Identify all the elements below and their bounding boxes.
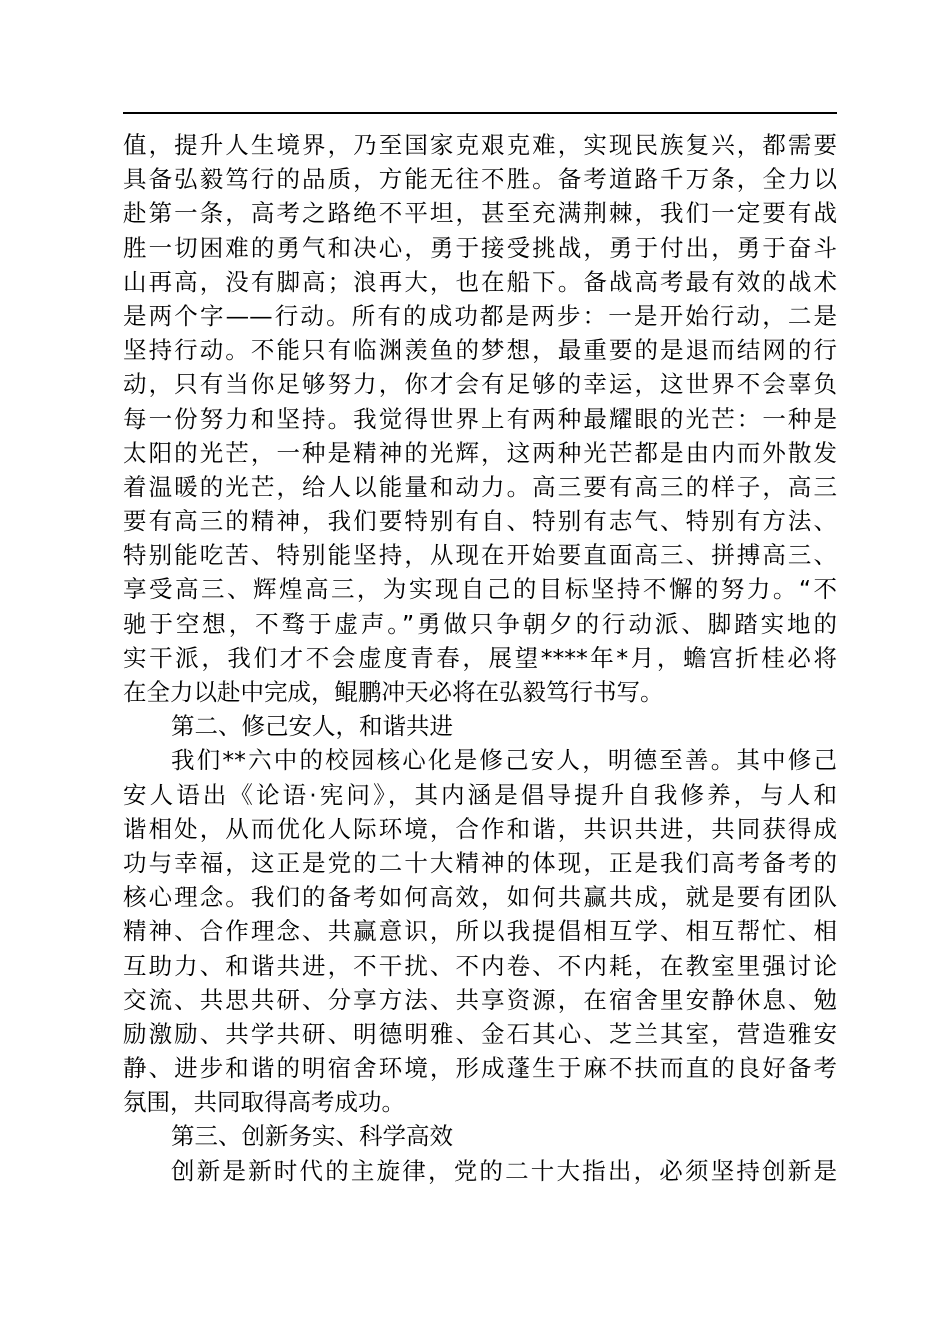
text-line: 第三、创新务实、科学高效: [171, 1122, 453, 1151]
text-line: 着温暖的光芒，给人以能量和动力。高三要有高三的样子，高三: [123, 472, 837, 501]
text-line: 第二、修己安人，和谐共进: [171, 712, 453, 741]
text-line: 坚持行动。不能只有临渊羡鱼的梦想，最重要的是退而结网的行: [123, 336, 837, 365]
text-line: 享受高三、辉煌高三，为实现自己的目标坚持不懈的努力。“不: [123, 575, 837, 604]
text-line: 在全力以赴中完成，鲲鹏冲天必将在弘毅笃行书写。: [123, 678, 664, 706]
text-line: 创新是新时代的主旋律，党的二十大指出，必须坚持创新是: [171, 1156, 837, 1185]
text-line: 值，提升人生境界，乃至国家克艰克难，实现民族复兴，都需要: [123, 131, 837, 159]
text-line: 励激励、共学共研、明德明雅、金石其心、芝兰其室，营造雅安: [123, 1019, 837, 1048]
text-line: 山再高，没有脚高；浪再大，也在船下。备战高考最有效的战术: [123, 267, 837, 296]
text-line: 特别能吃苦、特别能坚持，从现在开始要直面高三、拼搏高三、: [123, 541, 837, 570]
text-line: 赴第一条，高考之路绝不平坦，甚至充满荆棘，我们一定要有战: [123, 199, 837, 228]
text-line: 谐相处，从而优化人际环境，合作和谐，共识共进，共同获得成: [123, 814, 837, 843]
text-line: 每一份努力和坚持。我觉得世界上有两种最耀眼的光芒：一种是: [123, 404, 837, 433]
text-line: 实干派，我们才不会虚度青春，展望****年*月，蟾宫折桂必将: [123, 643, 837, 672]
document-body: [123, 128, 837, 1188]
text-line: 精神、合作理念、共赢意识，所以我提倡相互学、相互帮忙、相: [123, 917, 837, 946]
header-rule: [123, 112, 837, 114]
text-line: 静、进步和谐的明宿舍环境，形成蓬生于麻不扶而直的良好备考: [123, 1054, 837, 1083]
text-line: 太阳的光芒，一种是精神的光辉，这两种光芒都是由内而外散发: [123, 438, 837, 467]
text-line: 是两个字——行动。所有的成功都是两步：一是开始行动，二是: [123, 301, 837, 330]
text-line: 驰于空想，不骛于虚声。”勇做只争朝夕的行动派、脚踏实地的: [123, 609, 837, 638]
text-line: 功与幸福，这正是党的二十大精神的体现，正是我们高考备考的: [123, 848, 837, 877]
text-line: 具备弘毅笃行的品质，方能无往不胜。备考道路千万条，全力以: [123, 165, 837, 194]
text-line: 交流、共思共研、分享方法、共享资源，在宿舍里安静休息、勉: [123, 985, 837, 1014]
text-line: 安人语出《论语·宪问》，其内涵是倡导提升自我修养，与人和: [123, 780, 837, 809]
text-line: 胜一切困难的勇气和决心，勇于接受挑战，勇于付出，勇于奋斗: [123, 233, 837, 262]
text-line: 互助力、和谐共进，不干扰、不内卷、不内耗，在教室里强讨论: [123, 951, 837, 980]
text-line: 动，只有当你足够努力，你才会有足够的幸运，这世界不会辜负: [123, 370, 837, 399]
text-line: 氛围，共同取得高考成功。: [123, 1088, 405, 1117]
text-line: 核心理念。我们的备考如何高效，如何共赢共成，就是要有团队: [123, 883, 837, 912]
text-line: 要有高三的精神，我们要特别有自、特别有志气、特别有方法、: [123, 507, 837, 536]
text-line: 我们**六中的校园核心化是修己安人，明德至善。其中修己: [171, 746, 837, 775]
